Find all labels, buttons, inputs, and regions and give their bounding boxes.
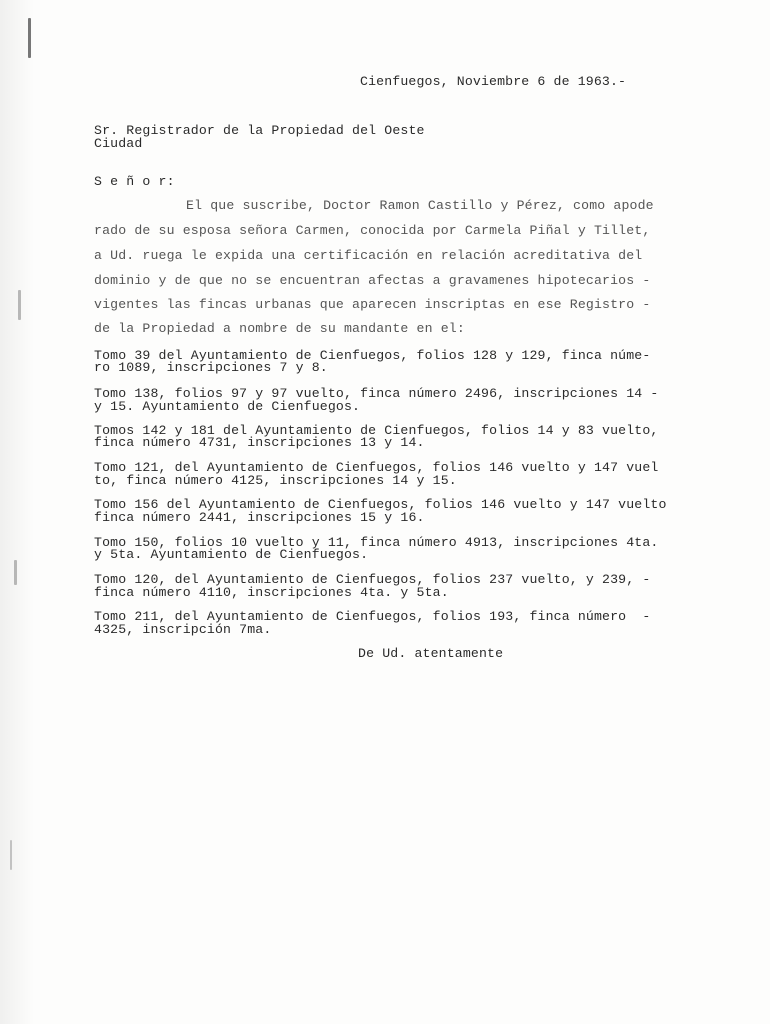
date-line: Cienfuegos, Noviembre 6 de 1963.- <box>360 74 627 89</box>
scan-mark <box>14 560 17 585</box>
entry-line: Tomo 121, del Ayuntamiento de Cienfuegos, folios 146 vuelto y 147 vuel <box>94 460 659 475</box>
body-line: rado de su esposa señora Carmen, conocida por Carmela Piñal y Tillet, <box>94 223 651 238</box>
body-line: El que suscribe, Doctor Ramon Castillo y Pérez, como apode <box>186 198 654 213</box>
body-line: a Ud. ruega le expida una certificación en relación acreditativa del <box>94 248 643 263</box>
closing: De Ud. atentamente <box>358 646 504 661</box>
entry-line: Tomo 120, del Ayuntamiento de Cienfuegos, folios 237 vuelto, y 239, - <box>94 572 651 587</box>
entry-line: 4325, inscripción 7ma. <box>94 622 272 637</box>
scan-mark <box>28 18 31 58</box>
body-line: de la Propiedad a nombre de su mandante en el: <box>94 321 465 336</box>
salutation: S e ñ o r: <box>94 174 175 189</box>
entry-line: Tomo 156 del Ayuntamiento de Cienfuegos, folios 146 vuelto y 147 vuelto <box>94 497 667 512</box>
body-line: vigentes las fincas urbanas que aparecen inscriptas en ese Registro - <box>94 297 651 312</box>
scan-shadow <box>0 0 34 1024</box>
entry-line: to, finca número 4125, inscripciones 14 y 15. <box>94 473 457 488</box>
entry-line: finca número 4110, inscripciones 4ta. y 5ta. <box>94 585 449 600</box>
body-line: dominio y de que no se encuentran afectas a gravamenes hipotecarios - <box>94 273 651 288</box>
entry-line: y 5ta. Ayuntamiento de Cienfuegos. <box>94 547 369 562</box>
entry-line: ro 1089, inscripciones 7 y 8. <box>94 360 328 375</box>
scan-mark <box>10 840 12 870</box>
scan-mark <box>18 290 21 320</box>
entry-line: finca número 2441, inscripciones 15 y 16. <box>94 510 425 525</box>
entry-line: Tomos 142 y 181 del Ayuntamiento de Cienfuegos, folios 14 y 83 vuelto, <box>94 423 659 438</box>
entry-line: finca número 4731, inscripciones 13 y 14. <box>94 435 425 450</box>
entry-line: Tomo 138, folios 97 y 97 vuelto, finca número 2496, inscripciones 14 - <box>94 386 659 401</box>
entry-line: Tomo 150, folios 10 vuelto y 11, finca número 4913, inscripciones 4ta. <box>94 535 659 550</box>
recipient-line: Ciudad <box>94 136 143 151</box>
entry-line: y 15. Ayuntamiento de Cienfuegos. <box>94 399 361 414</box>
recipient-line: Sr. Registrador de la Propiedad del Oeste <box>94 123 425 138</box>
entry-line: Tomo 211, del Ayuntamiento de Cienfuegos, folios 193, finca número - <box>94 609 651 624</box>
entry-line: Tomo 39 del Ayuntamiento de Cienfuegos, folios 128 y 129, finca núme- <box>94 348 651 363</box>
